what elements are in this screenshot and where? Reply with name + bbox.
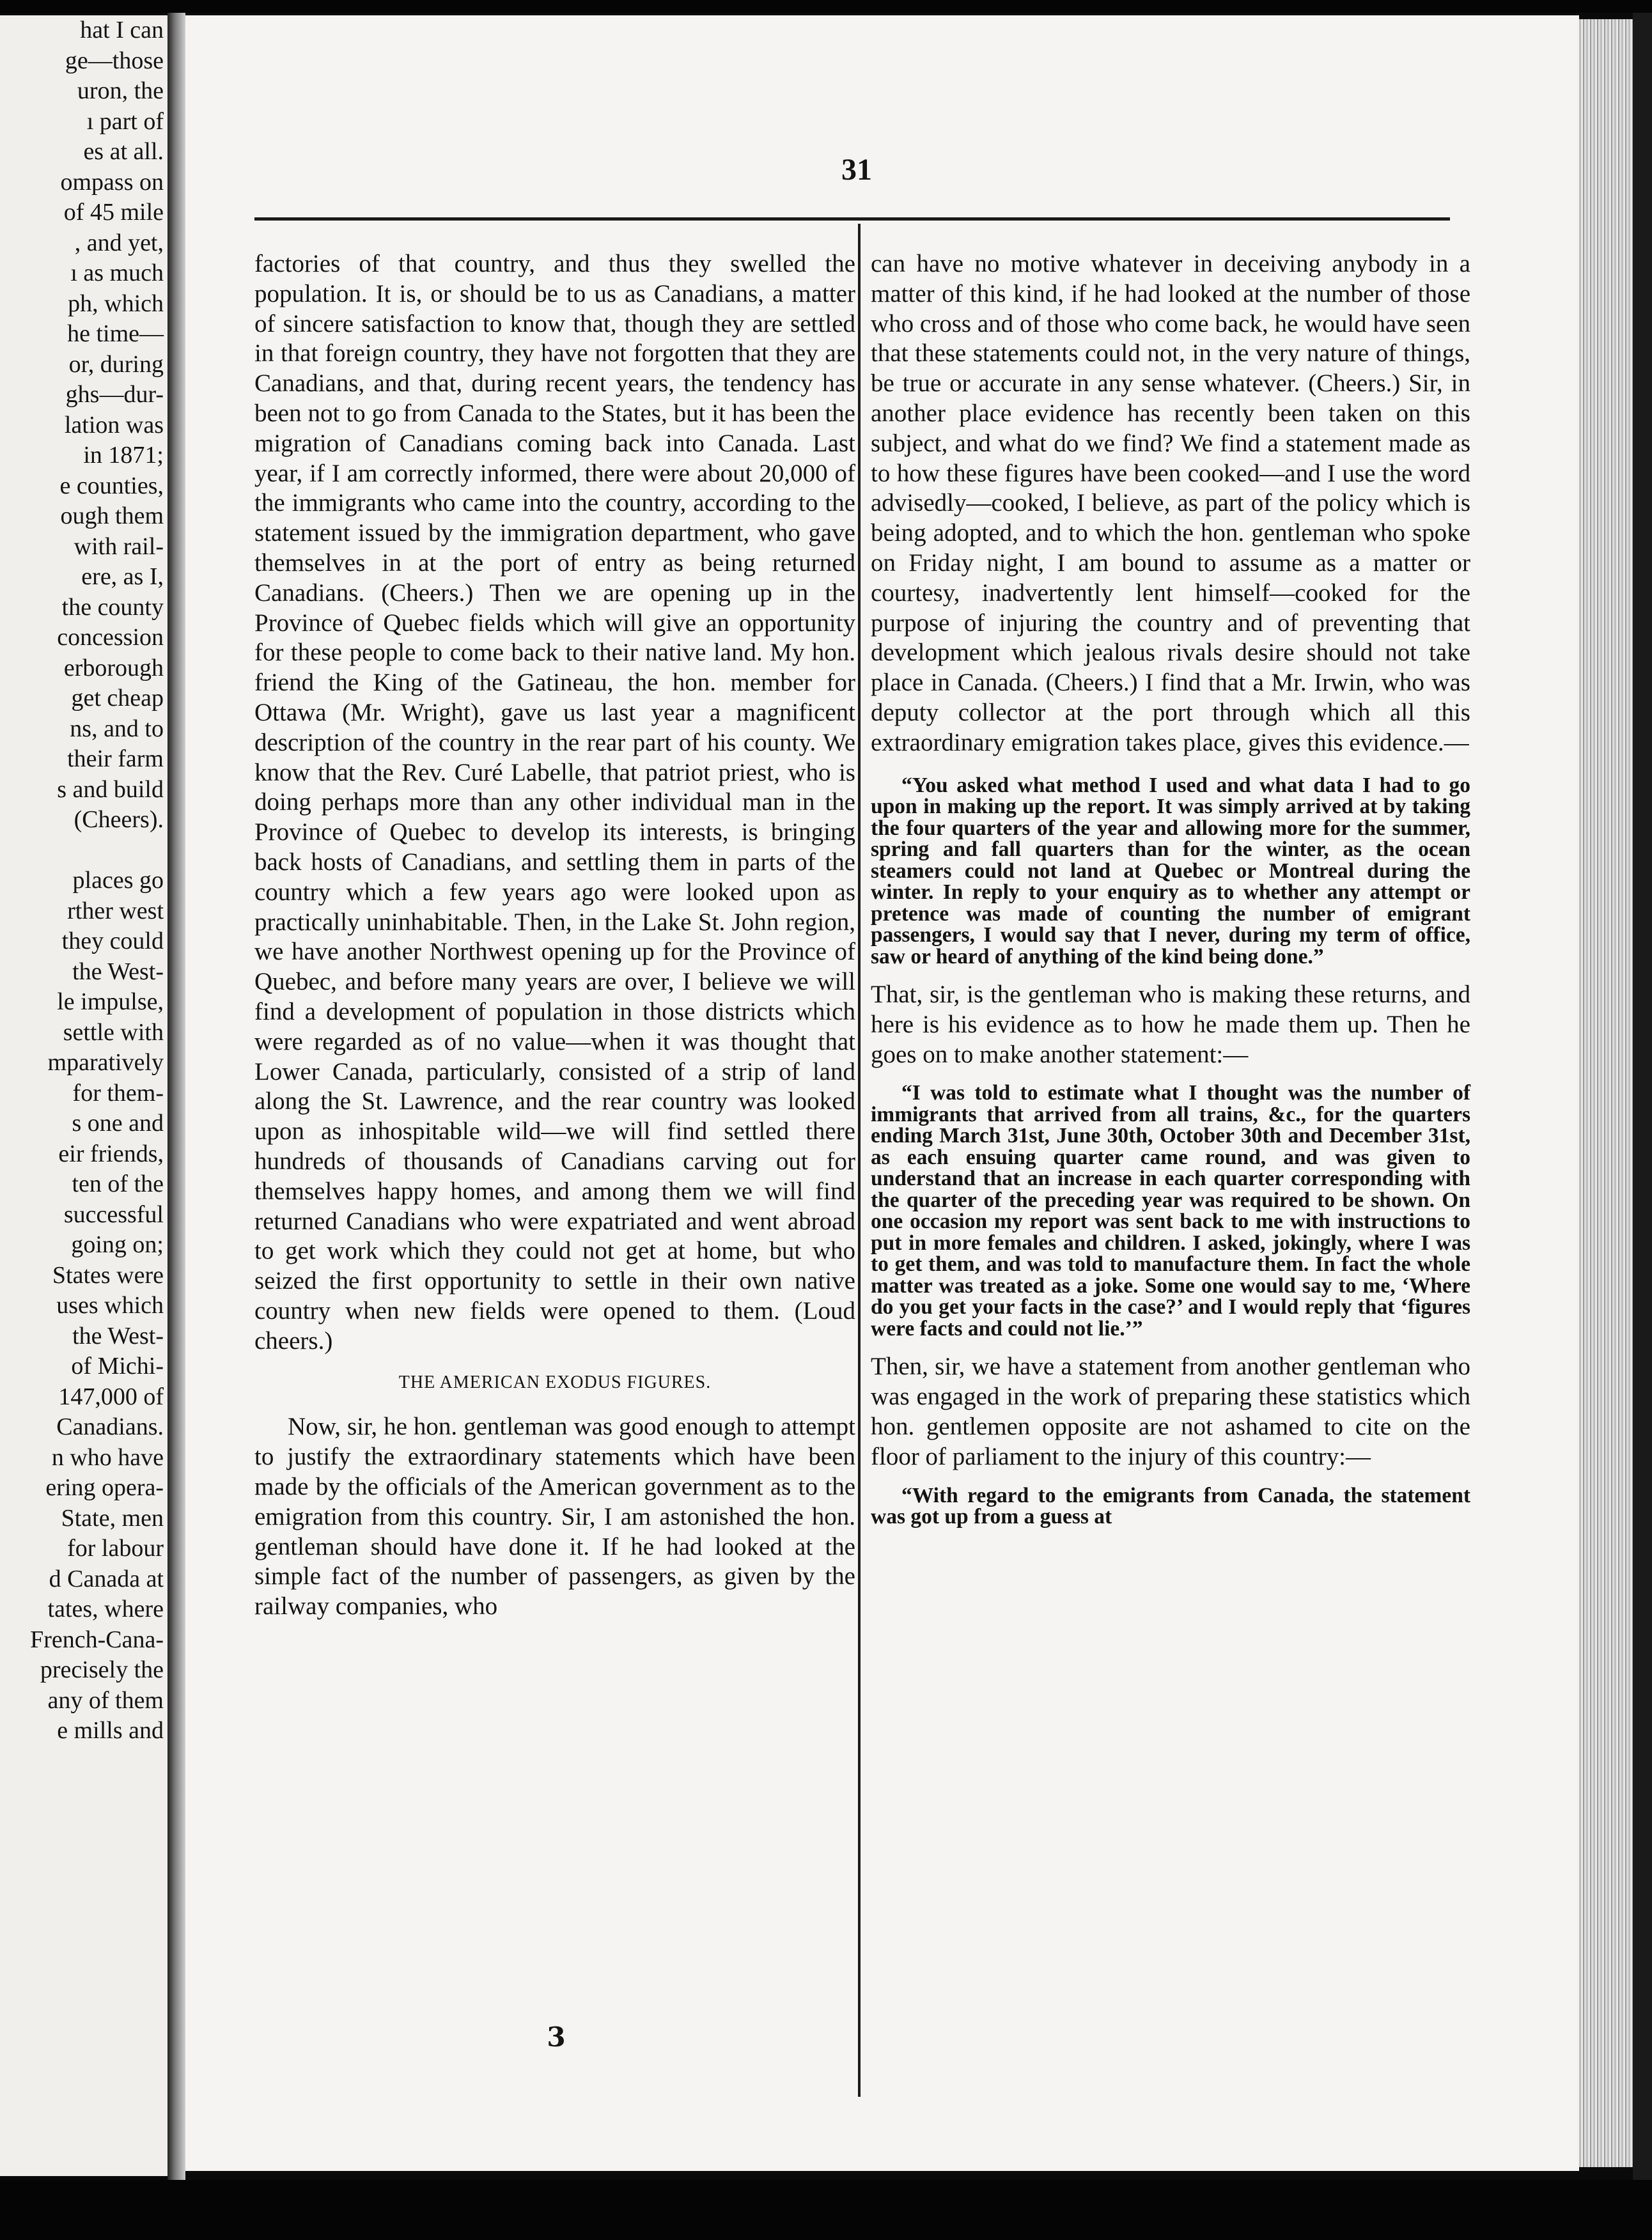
left-page-line: 147,000 of	[58, 1383, 164, 1410]
left-page-line: the West-	[72, 1322, 164, 1349]
left-page-line: with rail-	[74, 533, 164, 560]
left-page-line: the West-	[72, 958, 164, 985]
left-page-line	[0, 836, 164, 866]
left-page-line: ge—those	[65, 47, 164, 74]
scan-border-top	[0, 0, 1652, 13]
left-page-line: ghs—dur-	[65, 381, 164, 408]
left-page-line: e counties,	[59, 472, 164, 499]
left-page-line: uses which	[56, 1292, 164, 1319]
left-page-line: tates, where	[47, 1596, 164, 1622]
left-page-line: for labour	[67, 1535, 164, 1562]
scan-border-right	[1633, 13, 1652, 2181]
left-page-line: e mills and	[57, 1717, 164, 1744]
left-page-line: precisely the	[40, 1656, 164, 1683]
left-page-line: or, during	[68, 350, 164, 378]
left-page-line: of Michi-	[71, 1353, 164, 1380]
left-page-line: ten of the	[72, 1171, 164, 1197]
left-page-line: ering opera-	[45, 1474, 164, 1501]
left-page-line: , and yet,	[74, 229, 164, 256]
paragraph: That, sir, is the gentleman who is making these returns, and here is his evidence as to how he made them up. Then he goes on to make another statement:—	[871, 981, 1470, 1068]
page-stack-edge	[1579, 19, 1633, 2167]
left-page-line: n who have	[51, 1443, 164, 1471]
left-page-line: the county	[61, 593, 164, 621]
left-page-line: places go	[72, 867, 164, 894]
left-page-line: of 45 mile	[63, 199, 164, 226]
section-heading: THE AMERICAN EXODUS FIGURES.	[398, 1373, 712, 1393]
left-facing-page	[0, 15, 168, 2176]
column-divider	[858, 224, 861, 2097]
left-page-line: uron, the	[77, 77, 164, 104]
text-column-right	[871, 249, 1470, 1528]
left-page-line: Canadians.	[56, 1413, 164, 1440]
left-page-line: their farm	[67, 745, 164, 772]
left-page-line: mparatively	[47, 1049, 164, 1076]
paragraph: factories of that country, and thus they swelled the population. It is, or should be to us as Canadians, a matter of sincere satisfaction to know that, though they are settled in that foreign country, they have not forgotten that they are Canadians, and that, during recent years, the tendency has been not to go from Canada to the States, but it has been the migration of Canadians coming back into Canada. Last year, if I am correctly informed, there were about 20,000 of the immigrants who came into the country, according to the statement issued by the immigration department, who gave themselves in at the port of entry as being returned Canadians. (Cheers.) Then we are opening up in the Province of Quebec fields which will give an opportunity for these people to come back to their native land. My hon. friend the King of the Gatineau, the hon. member for Ottawa (Mr. Wright), gave us last year a magnificent description of the country in the rear part of his county. We know that the Rev. Curé Labelle, that patriot priest, who is doing perhaps more than any other individual man in the Province of Quebec to develop its interests, is bringing back hosts of Canadians, and settling them in parts of the country which a few years ago were looked upon as practically uninhabitable. Then, in the Lake St. John region, we have another Northwest opening up for the Province of Quebec, and before many years are over, I believe we will find a development of population in those districts which were regarded as of no value—when it was thought that Lower Canada, particularly, consisted of a strip of land along the St. Lawrence, and the rear country was looked upon as inhospitable wild—we will find settled there hundreds of thousands of Canadians carving out for themselves happy homes, and among them we will find returned Canadians who were expatriated and went abroad to get work which they could not get at home, but who seized the first opportunity to settle in their own native country when new fields were opened to them. (Loud cheers.)	[254, 250, 855, 1355]
left-page-line: French-Cana-	[30, 1626, 164, 1653]
left-page-line: rther west	[67, 897, 164, 924]
paragraph: Now, sir, he hon. gentleman was good enough to attempt to justify the extraordinary statements which have been made by the officials of the American government as to the emigration from this country. Sir, I am astonished the hon. gentleman should have done it. If he had looked at the simple fact of the number of passengers, as given by the railway companies, who	[254, 1413, 855, 1621]
paragraph: can have no motive whatever in deceiving anybody in a matter of this kind, if he had looked at the number of those who cross and of those who come back, he would have seen that these statements could not, in the very nature of things, be true or accurate in any sense whatever. (Cheers.) Sir, in another place evidence has recently been taken on this subject, and what do we find? We find a statement made as to how these figures have been cooked—and I use the word advisedly—cooked, I believe, as part of the policy which is being adopted, and to which the hon. gentleman who spoke on Friday night, I am bound to assume as a matter or courtesy, inadvertently lent himself—cooked for the purpose of injuring the country and of preventing that development which jealous rivals desire should not take place in Canada. (Cheers.) I find that a Mr. Irwin, who was deputy collector at the port through which all this extraordinary emigration takes place, gives this evidence.—	[871, 250, 1470, 756]
left-page-line: ı part of	[86, 107, 164, 135]
left-page-line: lation was	[64, 411, 164, 439]
block-quote: “I was told to estimate what I thought was the number of immigrants that arrived from all trains, &c., for the quarters ending March 31st, June 30th, October 30th and December 31st, as each ensuing quarter came round, and was given to understand that an increase in each quarter corresponding with the quarter of the preceding year was required to be shown. On one occasion my report was sent back to me with instructions to put in more females and children. I asked, jokingly, where I was to get them, and was told to manufacture them. In fact the whole matter was treated as a joke. Some one would say to me, ‘Where do you get your facts in the case?’ and I would reply that ‘figures were facts and could not lie.’”	[871, 1081, 1470, 1341]
left-page-line: (Cheers).	[74, 806, 164, 833]
left-page-line: State, men	[61, 1504, 164, 1532]
left-page-line: d Canada at	[49, 1565, 164, 1592]
left-page-line: for them-	[72, 1079, 164, 1107]
left-page-line: ere, as I,	[81, 563, 164, 590]
left-page-line: any of them	[47, 1686, 164, 1714]
scan-border-bottom	[0, 2180, 1652, 2240]
left-page-line: ph, which	[68, 290, 164, 317]
left-page-line: they could	[61, 928, 164, 954]
left-page-line: settle with	[63, 1018, 164, 1046]
signature-mark: 3	[547, 2021, 566, 2053]
paragraph: Then, sir, we have a statement from another gentleman who was engaged in the work of preparing these statistics which hon. gentlemen opposite are not ashamed to cite on the floor of parliament to the injury of this country:—	[871, 1353, 1470, 1470]
left-page-line: hat I can	[80, 17, 164, 43]
left-page-line: s and build	[57, 775, 164, 803]
block-quote: “With regard to the emigrants from Canada, the statement was got up from a guess at	[871, 1483, 1470, 1529]
left-page-line: ı as much	[70, 260, 164, 286]
left-page-line: concession	[57, 624, 164, 651]
left-page-line: ns, and to	[70, 715, 164, 742]
left-page-line: eir friends,	[58, 1140, 164, 1167]
page-number: 31	[841, 153, 872, 187]
left-page-line: get cheap	[71, 685, 164, 712]
block-quote: “You asked what method I used and what data I had to go upon in making up the report. It was simply arrived at by taking the four quarters of the year and allowing more for the summer, spring and fall quarters than for the winter, as the ocean steamers could not land at Quebec or Montreal during the winter. In reply to your enquiry as to whether any attempt or pretence was made of counting the number of emigrant passengers, I would say that I never, during my term of office, saw or heard of anything of the kind being done.”	[871, 773, 1470, 968]
left-page-line: es at all.	[83, 138, 164, 165]
left-page-line: in 1871;	[83, 442, 164, 469]
left-page-line: States were	[52, 1261, 164, 1289]
left-page-line: successful	[63, 1201, 164, 1228]
left-page-line: ompass on	[60, 168, 164, 196]
header-rule	[254, 217, 1450, 221]
binding-gutter	[168, 13, 185, 2181]
left-page-line: le impulse,	[57, 988, 164, 1015]
text-column-left	[254, 249, 855, 1622]
left-page-line: going on;	[71, 1231, 164, 1258]
left-page-line: erborough	[63, 654, 164, 681]
left-page-line: he time—	[67, 320, 164, 347]
left-page-line: s one and	[72, 1110, 164, 1137]
left-page-line: ough them	[60, 502, 164, 529]
left-page-text-fragment	[0, 15, 164, 1746]
